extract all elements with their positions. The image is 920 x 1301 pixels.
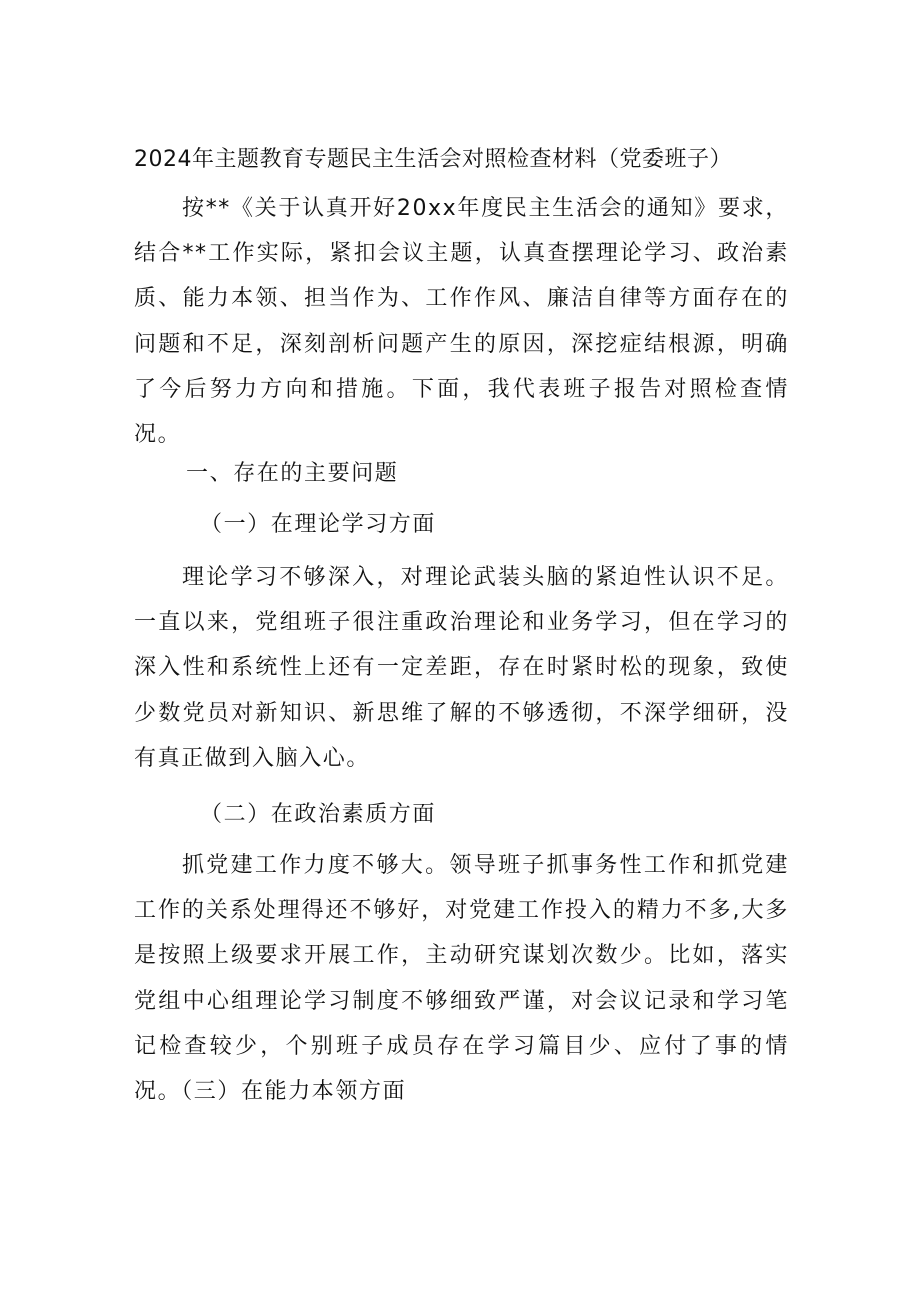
subsection-heading-politics: （二）在政治素质方面: [200, 802, 437, 827]
subsection-heading-theory: （一）在理论学习方面: [200, 512, 437, 537]
document-title: 2024年主题教育专题民主生活会对照检查材料（党委班子）: [134, 147, 732, 172]
subsection-body-theory: 理论学习不够深入，对理论武装头脑的紧迫性认识不足。一直以来，党组班子很注重政治理论和业务学习，但在学习的深入性和系统性上还有一定差距，存在时紧时松的现象，致使少数党员对新知识、新思维了解的不够透彻，不深学细研，没有真正做到入脑入心。: [134, 565, 789, 771]
subsection-body-politics: 抓党建工作力度不够大。领导班子抓事务性工作和抓党建工作的关系处理得还不够好，对党建工作投入的精力不多,大多是按照上级要求开展工作，主动研究谋划次数少。比如，落实党组中心组理论学习制度不够细致严谨，对会议记录和学习笔记检查较少，个别班子成员存在学习篇目少、应付了事的情况。（三）在能力本领方面: [134, 853, 789, 1105]
intro-paragraph: 按**《关于认真开好20xx年度民主生活会的通知》要求，结合**工作实际，紧扣会议主题，认真查摆理论学习、政治素质、能力本领、担当作为、工作作风、廉洁自律等方面存在的问题和不足，深刻剖析问题产生的原因，深挖症结根源，明确了今后努力方向和措施。下面，我代表班子报告对照检查情况。: [134, 196, 789, 448]
section-heading: 一、存在的主要问题: [186, 461, 399, 486]
